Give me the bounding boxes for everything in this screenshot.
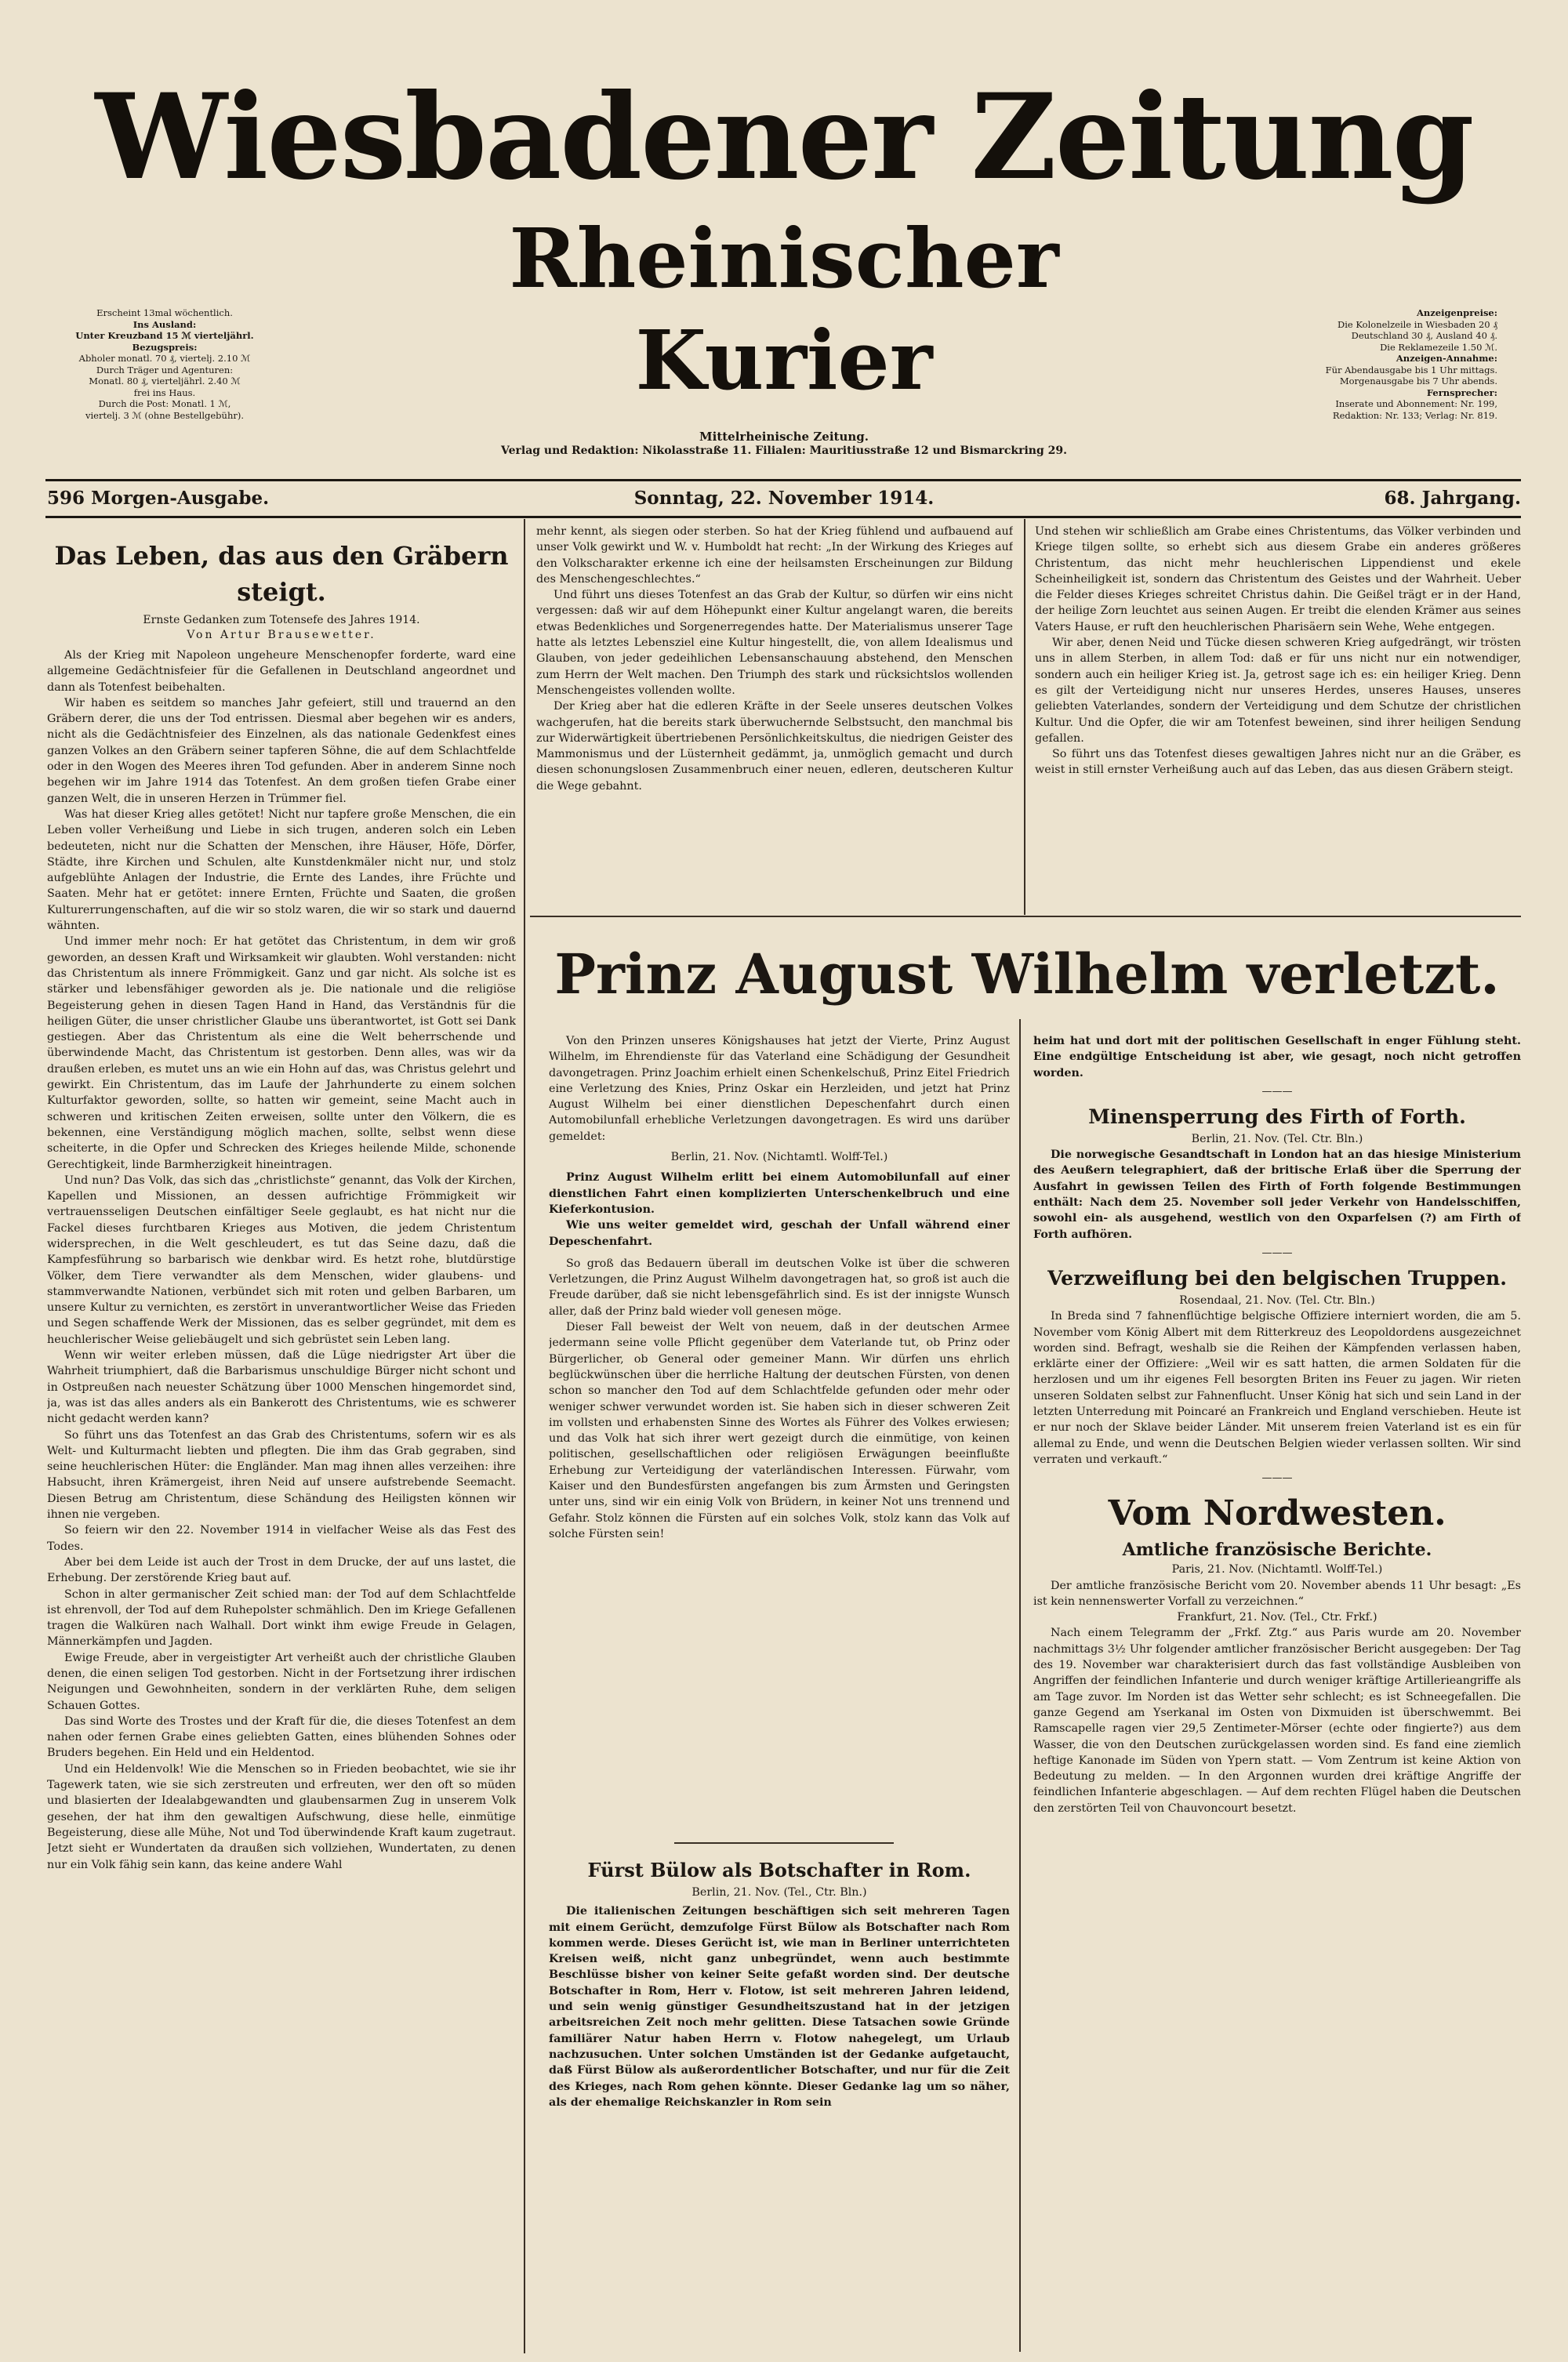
box-line: Morgenausgabe bis 7 Uhr abends. bbox=[1339, 376, 1497, 386]
dateline-text: Paris, 21. Nov. (Nichtamtl. Wolff-Tel.) bbox=[1171, 1563, 1383, 1576]
box-line: Anzeigenpreise: bbox=[1416, 307, 1497, 318]
paragraph: Die norwegische Gesandtschaft in London hat an das hiesige Ministerium des Aeußern telegraphiert, daß der britische Erlaß über die Sperrung der Ausfahrt in gewissen Teilen des Firth of Forth folgende Bestimmungen enthält: Nach dem 25. November soll jeder Verkehr von Handelsschiffen, sowohl ein- als ausgehend, westlich von den Oxparfelsen (?) am Firth of Forth aufhören. bbox=[1033, 1148, 1521, 1241]
ornament-divider: ——— bbox=[1261, 1085, 1293, 1098]
paragraph: Das sind Worte des Trostes und der Kraft für die, die dieses Totenfest an dem nahen oder fernen Grabe eines geliebten Gatten, eines blühenden Sohnes oder Bruders begehen. Ein Held und ein Heldentod. bbox=[47, 1714, 516, 1760]
box-line: Abholer monatl. 70 ₰, viertelj. 2.10 ℳ bbox=[78, 353, 251, 364]
dateline-text: Berlin, 21. Nov. (Nichtamtl. Wolff-Tel.) bbox=[670, 1151, 888, 1164]
box-line: frei ins Haus. bbox=[133, 386, 196, 398]
subscription-box bbox=[47, 307, 282, 421]
paragraph: Und stehen wir schließlich am Grabe eines Christentums, das Völker verbinden und Kriege tilgen sollte, so erhebt sich aus diesem Grabe ein anderes größeres Christentum, das nicht mehr heuchlerischen Lippendienst und ekele Scheinheiligkeit ist, sondern das Christentum des Geistes und der Wahrheit. Ueber die Felder dieses Krieges schreitet Christus dahin. Die Geißel trägt er in der Hand, der heilige Zorn leuchtet aus seinen Augen. Er treibt die elenden Krämer aus seines Vaters Hause, er ruft den heuchlerischen Pharisäern sein Wehe, Wehe entgegen. bbox=[1035, 525, 1521, 633]
paragraph: Aber bei dem Leide ist auch der Trost in dem Drucke, der auf uns lastet, die Erhebung. Der zerstörende Krieg baut auf. bbox=[47, 1555, 516, 1585]
ornament-divider: ——— bbox=[1261, 1246, 1293, 1259]
imprint bbox=[408, 430, 1160, 458]
paragraph: Wir haben es seitdem so manches Jahr gefeiert, still und trauernd an den Gräbern derer, die uns der Tod entrissen. Diesmal aber begehen wir es anders, nicht als die Gedächtnisfeier des Einzelnen, als das nationale Gedenkfest eines ganzen Volkes an den Gräbern seiner tapferen Söhne, die auf dem Schlachtfelde oder in den Wogen des Meeres ihren Tod gefunden. Aber in anderem Sinne noch begehen wir im Jahre 1914 das Totenfest. An dem großen tiefen Grabe einer ganzen Welt, die in unseren Herzen in Trümmer fiel. bbox=[47, 696, 516, 805]
ornament-divider: ——— bbox=[1261, 1472, 1293, 1485]
tagline: Mittelrheinische Zeitung. bbox=[699, 430, 869, 444]
paragraph: Als der Krieg mit Napoleon ungeheure Menschenopfer forderte, ward eine allgemeine Gedächtnisfeier für die Gefallenen in Deutschland angeordnet und dann als Totenfest beibehalten. bbox=[47, 649, 516, 694]
paragraph: Der amtliche französische Bericht vom 20. November abends 11 Uhr besagt: „Es ist kein nennenswerter Vorfall zu verzeichnen.“ bbox=[1033, 1579, 1521, 1608]
paragraph: Schon in alter germanischer Zeit schied man: der Tod auf dem Schlachtfelde ist ehrenvoll, der Tod auf dem Ruhepolster schmählich. Den im Kriege Gefallenen tragen die Walküren nach Walhall. Dort winkt ihm ewige Freude in Gelagen, Männerkämpfen und Jagden. bbox=[47, 1587, 516, 1649]
paragraph: Was hat dieser Krieg alles getötet! Nicht nur tapfere große Menschen, die ein Leben voller Verheißung und Liebe in sich trugen, anderen solch ein Leben bedeuteten, nicht nur die Schatten der Menschen, ihre Häuser, Höfe, Dörfer, Städte, ihre Kirchen und Schulen, alte Kunstdenkmäler nicht nur, und stolz aufgeblühte Anlagen der Industrie, die Ernte des Landes, ihre Früchte und Saaten. Mehr hat er getötet: innere Ernten, Früchte und Saaten, die großen Kulturerrungenschaften, auf die wir so stolz waren, die wir so stark und dauernd wähnten. bbox=[47, 807, 516, 933]
paragraph: Und immer mehr noch: Er hat getötet das Christentum, in dem wir groß geworden, an dessen Kraft und Wirksamkeit wir glaubten. Wohl verstanden: nicht das Christentum als innere Frömmigkeit. Ganz und gar nicht. Als solche ist es stärker und lebensfähiger geworden als je. Die nationale und die religiöse Begeisterung gehen in diesen Tagen Hand in Hand, das Verständnis für die heiligen Güter, die unser christlicher Glaube uns überantwortet, ist Gott sei Dank gestiegen. Aber das Christentum als eine die Welt beherrschende und überwindende Macht, das Christentum ist gestorben. Denn alles, was wir da draußen erleben, es mutet uns an wie ein Hohn auf das, was Christus gelehrt und gewirkt. Ein Christentum, das im Laufe der Jahrhunderte zu einem solchen Kulturfaktor geworden, sollte, so hatten wir gemeint, seine Macht auch in schweren und kritischen Zeiten erweisen, sollte unter den Völkern, die es bekennen, eine Verständigung möglich machen, sollte, selbst wenn diese scheiterte, in die Opfer und Schrecken des Krieges heilende Milde, schonende Gerechtigkeit, linde Barmherzigkeit hineintragen. bbox=[47, 935, 516, 1171]
article-graves-col3 bbox=[1035, 524, 1521, 916]
article-headline: Fürst Bülow als Botschafter in Rom. bbox=[587, 1859, 971, 1881]
box-line: Erscheint 13mal wöchentlich. bbox=[96, 307, 233, 318]
advertising-box bbox=[1215, 307, 1497, 421]
column-rule bbox=[1024, 519, 1025, 915]
divider bbox=[45, 516, 1521, 518]
bulletin: Prinz August Wilhelm erlitt bei einem Automobilunfall auf einer dienstlichen Fahrt einen komplizierten Unterschenkelbruch und eine Kieferkontusion. bbox=[549, 1171, 1010, 1216]
box-line: Monatl. 80 ₰, vierteljährl. 2.40 ℳ bbox=[89, 376, 241, 386]
right-column-news bbox=[1033, 1033, 1521, 2358]
newspaper-title: Wiesbadener Zeitung bbox=[95, 68, 1473, 206]
paragraph: Ewige Freude, aber in vergeistigter Art verheißt auch der christliche Glauben denen, die einen seligen Tod gestorben. Nicht in der Fortsetzung ihrer irdischen Neigungen und Gewohnheiten, sondern in der verklärten Ruhe, dem seligen Schauen Gottes. bbox=[47, 1651, 516, 1712]
paragraph: Die italienischen Zeitungen beschäftigen sich seit mehreren Tagen mit einem Gerücht, demzufolge Fürst Bülow als Botschafter nach Rom kommen werde. Dieses Gerücht ist, wie man in Berliner unterrichteten Kreisen weiß, nicht ganz unbegründet, wenn auch bestimmte Beschlüsse bisher von keiner Seite gefaßt worden sind. Der deutsche Botschafter in Rom, Herr v. Flotow, ist seit mehreren Jahren leidend, und sein wenig günstiger Gesundheitszustand hat in der jetzigen arbeitsreichen Zeit noch mehr gelitten. Diese Tatsachen sowie Gründe familiärer Natur haben Herrn v. Flotow nahegelegt, um Urlaub nachzusuchen. Unter solchen Umständen ist der Gedanke aufgetaucht, daß Fürst Bülow als außerordentlicher Botschafter, und nur für die Zeit des Krieges, nach Rom gehen könnte. Dieser Gedanke lag um so näher, als der ehemalige Reichskanzler in Rom sein bbox=[549, 1905, 1010, 2109]
paragraph: Und führt uns dieses Totenfest an das Grab der Kultur, so dürfen wir eins nicht vergessen: daß wir auf dem Höhepunkt einer Kultur angelangt waren, die bereits etwas Bedenkliches und Sorgenerregendes hatte. Der Materialismus unserer Tage hatte als letztes Lebensziel eine Kultur hingestellt, die, von allem Idealismus und Glauben, von jeder gedeihlichen Lebensanschauung abstehend, den Menschen zum Herrn der Welt machen. Den Triumph des stark und rücksichtslos wollenden Menschengeistes vollenden wollte. bbox=[536, 589, 1013, 697]
box-line: Anzeigen-Annahme: bbox=[1396, 353, 1497, 364]
article-buelow bbox=[549, 1850, 1010, 2356]
box-line: Durch Träger und Agenturen: bbox=[96, 364, 234, 376]
article-graves-col2 bbox=[536, 524, 1013, 916]
box-line: Die Kolonelzeile in Wiesbaden 20 ₰ bbox=[1338, 318, 1497, 330]
box-line: Ins Ausland: bbox=[132, 318, 197, 330]
column-rule bbox=[1019, 1019, 1021, 2352]
paragraph: So führt uns das Totenfest an das Grab des Christentums, sofern wir es als Welt- und Kulturmacht liebten und pflegten. Die ihm das Grab gegraben, sind seine heuchlerischen Hüter: die Engländer. Man mag ihnen alles verzeihen: ihre Habsucht, ihren Krämergeist, ihren Neid auf unsere aufstrebende Seemacht. Diesen Betrug am Christentum, diese Schändung des Heiligsten können wir ihnen nie vergeben. bbox=[47, 1428, 516, 1522]
divider bbox=[674, 1842, 894, 1844]
paragraph: Wenn wir weiter erleben müssen, daß die Lüge niedrigster Art über die Wahrheit triumphiert, daß die Barbarismus unschuldige Bürger nicht schont und in Ostpreußen nach neuester Schätzung über 1000 Menschen hingemordet sind, ja, was ist das alles anders als ein Bankerott des Christentums, wie es schwerer nicht gedacht werden kann? bbox=[47, 1349, 516, 1426]
paragraph: Nach einem Telegramm der „Frkf. Ztg.“ aus Paris wurde am 20. November nachmittags 3½ Uhr folgender amtlicher französischer Bericht ausgegeben: Der Tag des 19. November war charakterisiert durch das fast vollständige Ausbleiben von Angriffen der feindlichen Infanterie und durch weniger kräftige Artillerieangriffe als am Tage zuvor. Im Norden ist das Wetter sehr schlecht; es ist Schneegefallen. Die ganze Gegend am Yserkanal im Osten von Dixmuiden ist überschwemmt. Bei Ramscapelle ragen vier 29,5 Zentimeter-Mörser (echte oder fingierte?) aus dem Wasser, die von den Deutschen zurückgelassen worden sind. Es fand eine ziemlich heftige Kanonade im Süden von Ypern statt. — Vom Zentrum ist keine Aktion von Bedeutung zu melden. — In den Argonnen wurden drei kräftige Angriffe der feindlichen Infanterie abgeschlagen. — Auf dem rechten Flügel haben die Deutschen den zerstörten Teil von Chauvoncourt besetzt. bbox=[1033, 1627, 1521, 1815]
publisher-address: Verlag und Redaktion: Nikolasstraße 11. Filialen: Mauritiusstraße 12 und Bismarckring 29. bbox=[501, 444, 1067, 457]
paragraph: Und nun? Das Volk, das sich das „christlichste“ genannt, das Volk der Kirchen, Kapellen und Missionen, an dessen aufrichtige Frömmigkeit wir vertrauensseligen Deutschen einfältiger Seele geglaubt, es hat nicht nur die Fackel dieses furchtbaren Krieges aus Motiven, die jedem Christentum widersprechen, in die Welt geschleudert, es tut das Seine dazu, daß die Kampfesführung so barbarisch wie denkbar wird. Es hetzt rohe, blutdürstige Völker, dem Tiere verwandter als dem Menschen, wider glaubens- und stammverwandte Nationen, verbündet sich mit roten und gelben Barbaren, um unsere Kultur zu vernichten, es zerstört in unverantwortlicher Weise das Frieden und Segen schaffende Werk der Missionen, das es selber gegründet, mit dem es heuchlerischer Weise geliebäugelt und sich gebrüstet sein Leben lang. bbox=[47, 1174, 516, 1346]
article-headline: Minensperrung des Firth of Forth. bbox=[1088, 1105, 1466, 1128]
article-byline: Von Artur Brausewetter. bbox=[187, 629, 376, 641]
article-subhead: Ernste Gedanken zum Totensefe des Jahres 1914. bbox=[143, 614, 420, 626]
box-line: Bezugspreis: bbox=[132, 341, 198, 353]
box-line: Die Reklamezeile 1.50 ℳ. bbox=[1380, 341, 1497, 353]
box-line: Fernsprecher: bbox=[1426, 386, 1497, 398]
dateline-text: Berlin, 21. Nov. (Tel., Ctr. Bln.) bbox=[691, 1886, 867, 1899]
box-line: Durch die Post: Monatl. 1 ℳ, bbox=[98, 398, 231, 409]
dateline-text: Frankfurt, 21. Nov. (Tel., Ctr. Frkf.) bbox=[1177, 1611, 1377, 1624]
article-subhead: Amtliche französische Berichte. bbox=[1122, 1540, 1432, 1561]
dateline-text: Rosendaal, 21. Nov. (Tel. Ctr. Bln.) bbox=[1179, 1293, 1375, 1307]
bulletin: Wie uns weiter gemeldet wird, geschah der Unfall während einer Depeschenfahrt. bbox=[549, 1219, 1010, 1248]
box-line: Inserate und Abonnement: Nr. 199, bbox=[1335, 398, 1497, 409]
box-line: Unter Kreuzband 15 ℳ vierteljährl. bbox=[75, 330, 254, 341]
article-headline: Verzweiflung bei den belgischen Truppen. bbox=[1047, 1266, 1507, 1290]
newspaper-subtitle: Rheinischer Kurier bbox=[509, 210, 1059, 408]
divider bbox=[45, 479, 1521, 481]
divider bbox=[530, 916, 1521, 917]
paragraph: So groß das Bedauern überall im deutschen Volke ist über die schweren Verletzungen, die Prinz August Wilhelm davongetragen hat, so groß ist auch die Freude darüber, daß sie nicht lebensgefährlich sind. Es ist der innigste Wunsch aller, daß der Prinz bald wieder voll genesen möge. bbox=[549, 1257, 1010, 1318]
column-rule bbox=[524, 519, 525, 2353]
article-prinz-col1 bbox=[549, 1033, 1010, 1842]
paragraph: mehr kennt, als siegen oder sterben. So hat der Krieg fühlend und aufbauend auf unser Volk gewirkt und W. v. Humboldt hat recht: „In der Wirkung des Krieges auf den Volkscharakter erkenne ich eine der heilsamsten Erscheinungen zur Bildung des Menschengeschlechtes.“ bbox=[536, 525, 1013, 586]
box-line: viertelj. 3 ℳ (ohne Bestellgebühr). bbox=[85, 409, 244, 421]
paragraph: heim hat und dort mit der politischen Gesellschaft in enger Fühlung steht. Eine endgültige Entscheidung ist aber, wie gesagt, noch nicht getroffen worden. bbox=[1033, 1035, 1521, 1079]
article-headline: Das Leben, das aus den Gräbern steigt. bbox=[54, 541, 509, 607]
paragraph: Von den Prinzen unseres Königshauses hat jetzt der Vierte, Prinz August Wilhelm, im Ehrendienste für das Vaterland eine Schädigung der Gesundheit davongetragen. Prinz Joachim erhielt einen Schenkelschuß, Prinz Eitel Friedrich eine Verletzung des Knies, Prinz Oskar ein Herzleiden, und jetzt hat Prinz August Wilhelm bei einer dienstlichen Depeschenfahrt durch einen Automobilunfall erhebliche Verletzungen davongetragen. Es wird uns darüber gemeldet: bbox=[549, 1035, 1010, 1143]
paragraph: Der Krieg aber hat die edleren Kräfte in der Seele unseres deutschen Volkes wachgerufen, hat die bereits stark überwuchernde Selbstsucht, den manchmal bis zur Widerwärtigkeit übertriebenen Persönlichkeitskultus, die niedrigen Geister des Mammonismus und der Lüsternheit gedämmt, ja, unmöglich gemacht und durch diesen schonungslosen Zusammenbruch einer neuen, edleren, deutscheren Kultur die Wege gebahnt. bbox=[536, 700, 1013, 793]
paragraph: Und ein Heldenvolk! Wie die Menschen so in Frieden beobachtet, wie sie ihr Tagewerk taten, wie sie sich zerstreuten und erfreuten, wer den oft so müden und blasierten der Idealabgewandten und glaubensarmen Zug in unserem Volk gesehen, der hat ihm den gewaltigen Aufschwung, diese helle, einmütige Begeisterung, diese alle Mühe, Not und Tod überwindende Kraft kaum zugetraut. Jetzt sieht er Wundertaten da draußen sich vollziehen, Wundertaten, zu denen nur ein Volk fähig sein kann, das keine andere Wahl bbox=[47, 1762, 516, 1871]
box-line: Für Abendausgabe bis 1 Uhr mittags. bbox=[1325, 364, 1497, 376]
prinz-headline: Prinz August Wilhelm verletzt. bbox=[554, 942, 1500, 1007]
issue-date: Sonntag, 22. November 1914. bbox=[633, 488, 935, 509]
box-line: Deutschland 30 ₰, Ausland 40 ₰. bbox=[1351, 330, 1497, 341]
paragraph: In Breda sind 7 fahnenflüchtige belgische Offiziere interniert worden, die am 5. November vom König Albert mit dem Ritterkreuz des Leopoldordens ausgezeichnet worden sind. Befragt, weshalb sie die Reihen der Kämpfenden verlassen haben, erklärte einer der Offiziere: „Weil wir es satt hatten, die armen Soldaten für die herzlosen und um ihr eigenes Fell besorgten Briten ins Feuer zu jagen. Wir rieten unseren Soldaten selbst zur Fahnenflucht. Unser König hat sich und sein Land in der letzten Unterredung mit Poincaré an Frankreich und England verschieben. Heute ist er nur noch der Sklave beider Länder. Mit unserem freien Vaterland ist es ein für allemal zu Ende, und wenn die Deutschen Belgien wieder verlassen sollten. Wir sind verraten und verkauft.“ bbox=[1033, 1310, 1521, 1466]
box-line: Redaktion: Nr. 133; Verlag: Nr. 819. bbox=[1332, 409, 1497, 421]
article-graves-col1 bbox=[47, 524, 516, 2354]
dateline bbox=[47, 484, 1521, 513]
issue-number: 596 Morgen-Ausgabe. bbox=[47, 488, 270, 509]
dateline-text: Berlin, 21. Nov. (Tel. Ctr. Bln.) bbox=[1191, 1132, 1363, 1145]
article-headline: Vom Nordwesten. bbox=[1108, 1493, 1446, 1534]
paragraph: So führt uns das Totenfest dieses gewaltigen Jahres nicht nur an die Gräber, es weist in still ernster Verheißung auch auf das Leben, das aus diesen Gräbern steigt. bbox=[1035, 748, 1521, 777]
paragraph: Dieser Fall beweist der Welt von neuem, daß in der deutschen Armee jedermann seine volle Pflicht gegenüber dem Vaterlande tut, ob Prinz oder Bürgerlicher, ob General oder gemeiner Mann. Wir dürfen uns ehrlich beglückwünschen über die herrliche Haltung der deutschen Fürsten, von denen schon so mancher den Tod auf dem Schlachtfelde gefunden oder mehr oder weniger schwer verwundet worden ist. Sie haben sich in dieser schweren Zeit im vollsten und erhabensten Sinne des Wortes als Führer des Volkes erwiesen; und das Volk hat sich ihrer wert gezeigt durch die einmütige, von keinen politischen, gesellschaftlichen oder religiösen Erwägungen beeinflußte Erhebung zur Verteidigung der vaterländischen Interessen. Fürwahr, vom Kaiser und den Bundesfürsten angefangen bis zum Ärmsten und Geringsten unter uns, sind wir ein einig Volk von Brüdern, in keiner Not uns trennend und Gefahr. Stolz können die Fürsten auf ein solches Volk, stolz kann das Volk auf solche Fürsten sein! bbox=[549, 1321, 1010, 1540]
paragraph: Wir aber, denen Neid und Tücke diesen schweren Krieg aufgedrängt, wir trösten uns in allem Sterben, in allem Tod: daß er für uns nicht nur ein notwendiger, sondern auch ein heiliger Krieg ist. Ja, getrost sage ich es: ein heiliger Krieg. Denn es gilt der Verteidigung nicht nur unseres Herdes, unseres Hauses, unseres geliebten Vaterlandes, sondern der Verteidigung und dem Schutze der christlichen Kultur. Und die Opfer, die wir am Totenfest beweinen, sind ihrer heiligen Sendung gefallen. bbox=[1035, 637, 1521, 745]
paragraph: So feiern wir den 22. November 1914 in vielfacher Weise als das Fest des Todes. bbox=[47, 1524, 516, 1553]
volume: 68. Jahrgang. bbox=[1384, 488, 1521, 509]
